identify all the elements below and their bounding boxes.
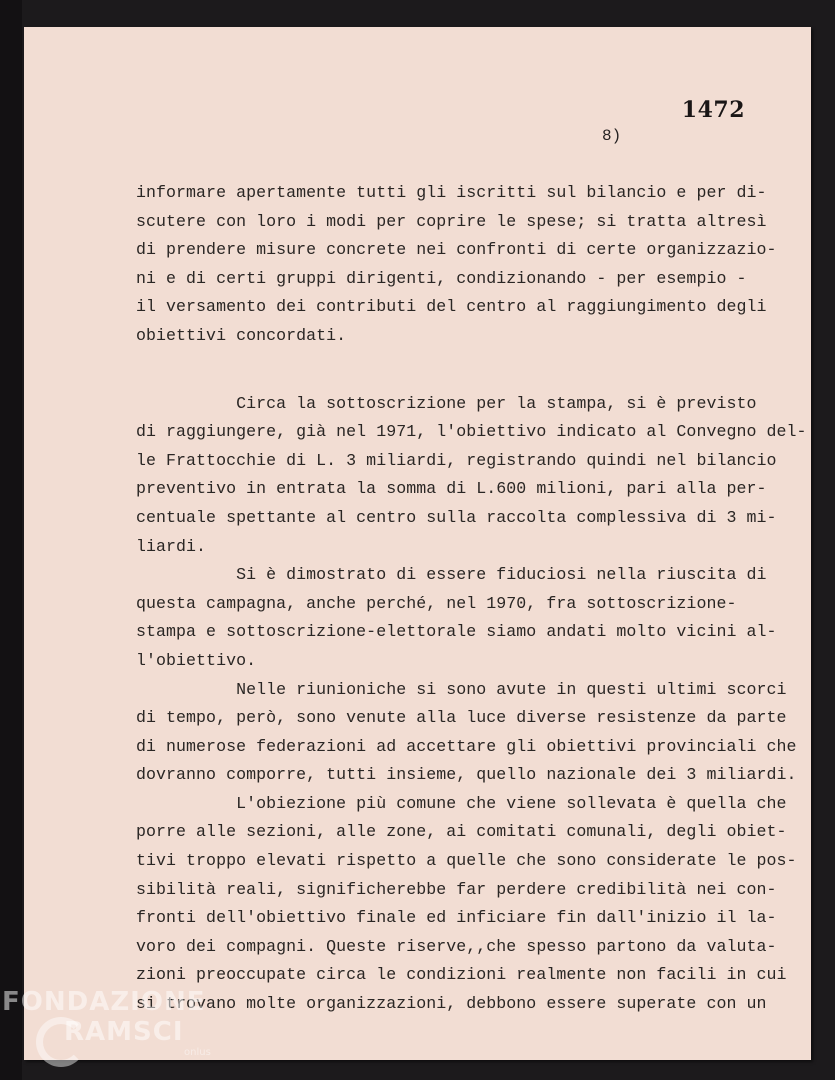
text-line: L'obiezione più comune che viene sollevata è quella che <box>136 793 787 813</box>
archive-page-number: 1472 <box>681 97 745 123</box>
text-line: ni e di certi gruppi dirigenti, condizionando - per esempio - <box>136 268 747 288</box>
text-line: di prendere misure concrete nei confronti di certe organizzazio- <box>136 240 777 260</box>
text-line: porre alle sezioni, alle zone, ai comitati comunali, degli obiet- <box>136 822 787 842</box>
text-line: sibilità reali, significherebbe far perdere credibilità nei con- <box>136 879 777 899</box>
typewritten-body <box>136 179 807 1019</box>
text-line: liardi. <box>136 536 207 556</box>
text-line: dovranno comporre, tutti insieme, quello nazionale dei 3 miliardi. <box>136 765 797 785</box>
scanner-background <box>0 0 22 1080</box>
text-line: Si è dimostrato di essere fiduciosi nella riuscita di <box>136 565 767 585</box>
watermark-subtitle: onlus <box>184 1047 211 1058</box>
watermark-g-logo-icon <box>36 1017 86 1067</box>
text-line: di raggiungere, già nel 1971, l'obiettivo indicato al Convegno del- <box>136 422 807 442</box>
text-line: zioni preoccupate circa le condizioni realmente non facili in cui <box>136 965 787 985</box>
document-page <box>24 27 811 1060</box>
text-line: scutere con loro i modi per coprire le spese; si tratta altresì <box>136 211 767 231</box>
watermark-line1: FONDAZIONE <box>2 987 206 1017</box>
text-line: stampa e sottoscrizione-elettorale siamo andati molto vicini al- <box>136 622 777 642</box>
fondazione-gramsci-watermark <box>2 987 211 1058</box>
text-line: le Frattocchie di L. 3 miliardi, registrando quindi nel bilancio <box>136 450 777 470</box>
text-line: voro dei compagni. Queste riserve,,che spesso partono da valuta- <box>136 936 777 956</box>
text-line: tivi troppo elevati rispetto a quelle che sono considerate le pos- <box>136 851 797 871</box>
text-line: obiettivi concordati. <box>136 325 347 345</box>
text-line: Nelle riunioniche si sono avute in questi ultimi scorci <box>136 679 787 699</box>
sheet-number: 8) <box>602 127 622 145</box>
text-line: il versamento dei contributi del centro al raggiungimento degli <box>136 297 767 317</box>
text-line: Circa la sottoscrizione per la stampa, si è previsto <box>136 393 757 413</box>
text-line: l'obiettivo. <box>136 650 257 670</box>
text-line: di numerose federazioni ad accettare gli obiettivi provinciali che <box>136 736 797 756</box>
text-line: si trovano molte organizzazioni, debbono essere superate con un <box>136 994 767 1014</box>
text-line: preventivo in entrata la somma di L.600 milioni, pari alla per- <box>136 479 767 499</box>
text-line: fronti dell'obiettivo finale ed inficiare fin dall'inizio il la- <box>136 908 777 928</box>
text-line: centuale spettante al centro sulla raccolta complessiva di 3 mi- <box>136 507 777 527</box>
text-line: informare apertamente tutti gli iscritti sul bilancio e per di- <box>136 183 767 202</box>
text-line: di tempo, però, sono venute alla luce diverse resistenze da parte <box>136 708 787 728</box>
paragraph-gap <box>136 351 786 390</box>
watermark-line2: RAMSCI <box>64 1017 184 1047</box>
text-line: questa campagna, anche perché, nel 1970, fra sottoscrizione- <box>136 593 737 613</box>
